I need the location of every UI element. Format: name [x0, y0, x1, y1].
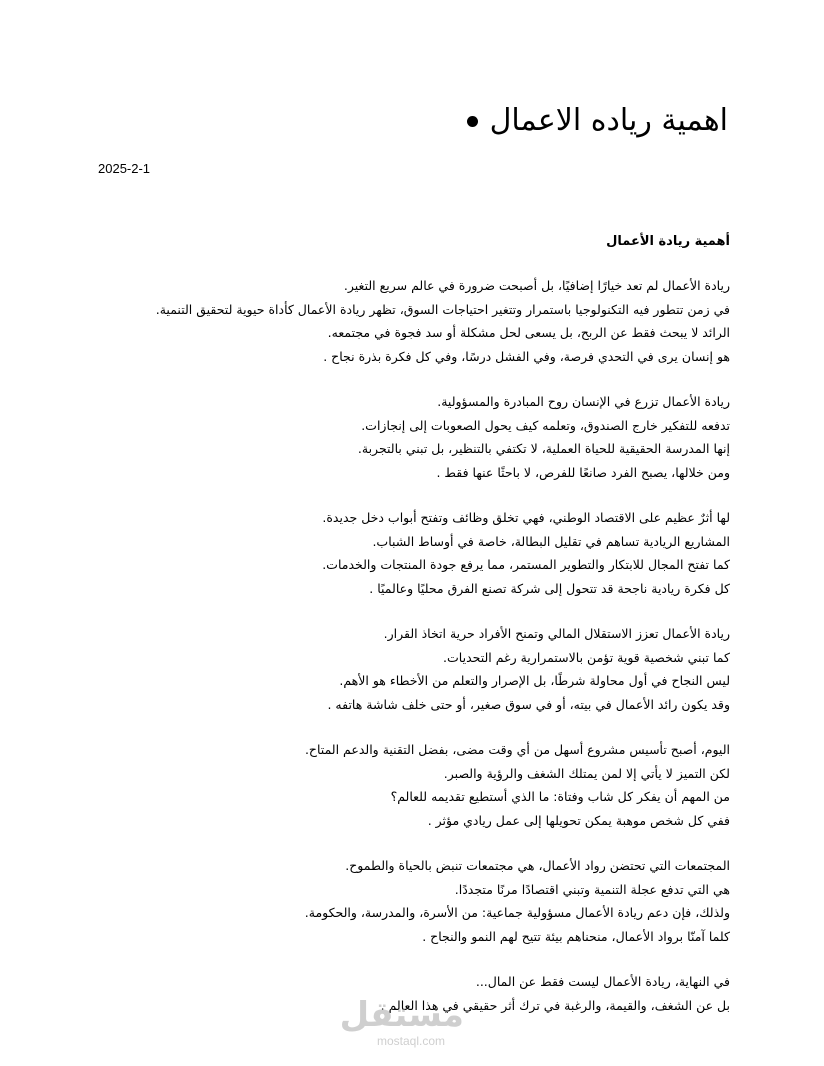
paragraph-line: لكن التميز لا يأتي إلا لمن يمتلك الشغف والرؤية والصبر.	[443, 765, 730, 781]
paragraph	[90, 274, 730, 368]
section-heading: أهمية ريادة الأعمال	[606, 234, 730, 249]
paragraph-line: الرائد لا يبحث فقط عن الربح، بل يسعى لحل مشكلة أو سد فجوة في مجتمعه.	[327, 325, 730, 340]
paragraph-line: وقد يكون رائد الأعمال في بيته، أو في سوق صغير، أو حتى خلف شاشة هاتفه .	[327, 696, 730, 712]
paragraph-line: اليوم، أصبح تأسيس مشروع أسهل من أي وقت مضى، بفضل التقنية والدعم المتاح.	[304, 742, 730, 757]
page-title	[467, 98, 728, 144]
paragraph-line: في النهاية، ريادة الأعمال ليست فقط عن المال...	[475, 974, 730, 989]
paragraph-line: كل فكرة ريادية ناجحة قد تتحول إلى شركة تصنع الفرق محليًا وعالميًا .	[369, 580, 730, 596]
paragraph-line: في زمن تتطور فيه التكنولوجيا باستمرار وتتغير احتياجات السوق، تظهر ريادة الأعمال كأداة حيوية لتحقيق التنمية.	[155, 301, 730, 317]
paragraph	[90, 506, 730, 600]
paragraph-line: ولذلك، فإن دعم ريادة الأعمال مسؤولية جماعية: من الأسرة، والمدرسة، والحكومة.	[304, 905, 730, 920]
paragraph	[90, 622, 730, 716]
paragraph-line: ليس النجاح في أول محاولة شرطًا، بل الإصرار والتعلم من الأخطاء هو الأهم.	[339, 673, 730, 688]
document-body	[90, 230, 730, 1039]
paragraph-line: إنها المدرسة الحقيقية للحياة العملية، لا تكتفي بالتنظير، بل تبني بالتجربة.	[357, 441, 730, 456]
paragraph-line: هو إنسان يرى في التحدي فرصة، وفي الفشل درسًا، وفي كل فكرة بذرة نجاح .	[323, 348, 730, 364]
paragraph-line: ومن خلالها، يصبح الفرد صانعًا للفرص، لا باحثًا عنها فقط .	[436, 464, 730, 480]
paragraph-line: كما تبني شخصية قوية تؤمن بالاستمرارية رغم التحديات.	[443, 649, 730, 665]
paragraph-line: ريادة الأعمال تزرع في الإنسان روح المبادرة والمسؤولية.	[437, 394, 730, 409]
watermark-domain: mostaql.com	[376, 1034, 446, 1048]
title-text: اهمية رياده الاعمال	[489, 103, 728, 138]
paragraph-line: تدفعه للتفكير خارج الصندوق، وتعلمه كيف يحول الصعوبات إلى إنجازات.	[361, 417, 730, 433]
paragraph-line: ريادة الأعمال لم تعد خيارًا إضافيًا، بل أصبحت ضرورة في عالم سريع التغير.	[343, 278, 730, 293]
paragraph	[90, 390, 730, 484]
paragraph-line: ففي كل شخص موهبة يمكن تحويلها إلى عمل ريادي مؤثر .	[427, 812, 730, 828]
paragraph-line: هي التي تدفع عجلة التنمية وتبني اقتصادًا مرنًا متجددًا.	[454, 881, 730, 897]
paragraph-line: من المهم أن يفكر كل شاب وفتاة: ما الذي أستطيع تقديمه للعالم؟	[390, 789, 730, 804]
paragraph-line: المجتمعات التي تحتضن رواد الأعمال، هي مجتمعات تنبض بالحياة والطموح.	[345, 858, 730, 873]
paragraph-line: لها أثرٌ عظيم على الاقتصاد الوطني، فهي تخلق وظائف وتفتح أبواب دخل جديدة.	[322, 510, 730, 525]
document-date: 2025-2-1	[98, 161, 151, 176]
paragraph-line: ريادة الأعمال تعزز الاستقلال المالي وتمنح الأفراد حرية اتخاذ القرار.	[383, 626, 730, 641]
paragraph	[90, 854, 730, 948]
paragraph-line: كلما آمنّا برواد الأعمال، منحناهم بيئة تتيح لهم النمو والنجاح .	[422, 928, 730, 944]
bullet-icon	[467, 116, 478, 127]
paragraph-line: كما تفتح المجال للابتكار والتطوير المستمر، مما يرفع جودة المنتجات والخدمات.	[322, 557, 730, 572]
paragraph-line: بل عن الشغف، والقيمة، والرغبة في ترك أثر حقيقي في هذا العالم .	[380, 997, 730, 1013]
paragraph	[90, 738, 730, 832]
watermark-logo-text: مستقل	[339, 995, 464, 1035]
paragraph	[90, 970, 730, 1017]
paragraph-line: المشاريع الريادية تساهم في تقليل البطالة، خاصة في أوساط الشباب.	[372, 533, 730, 549]
